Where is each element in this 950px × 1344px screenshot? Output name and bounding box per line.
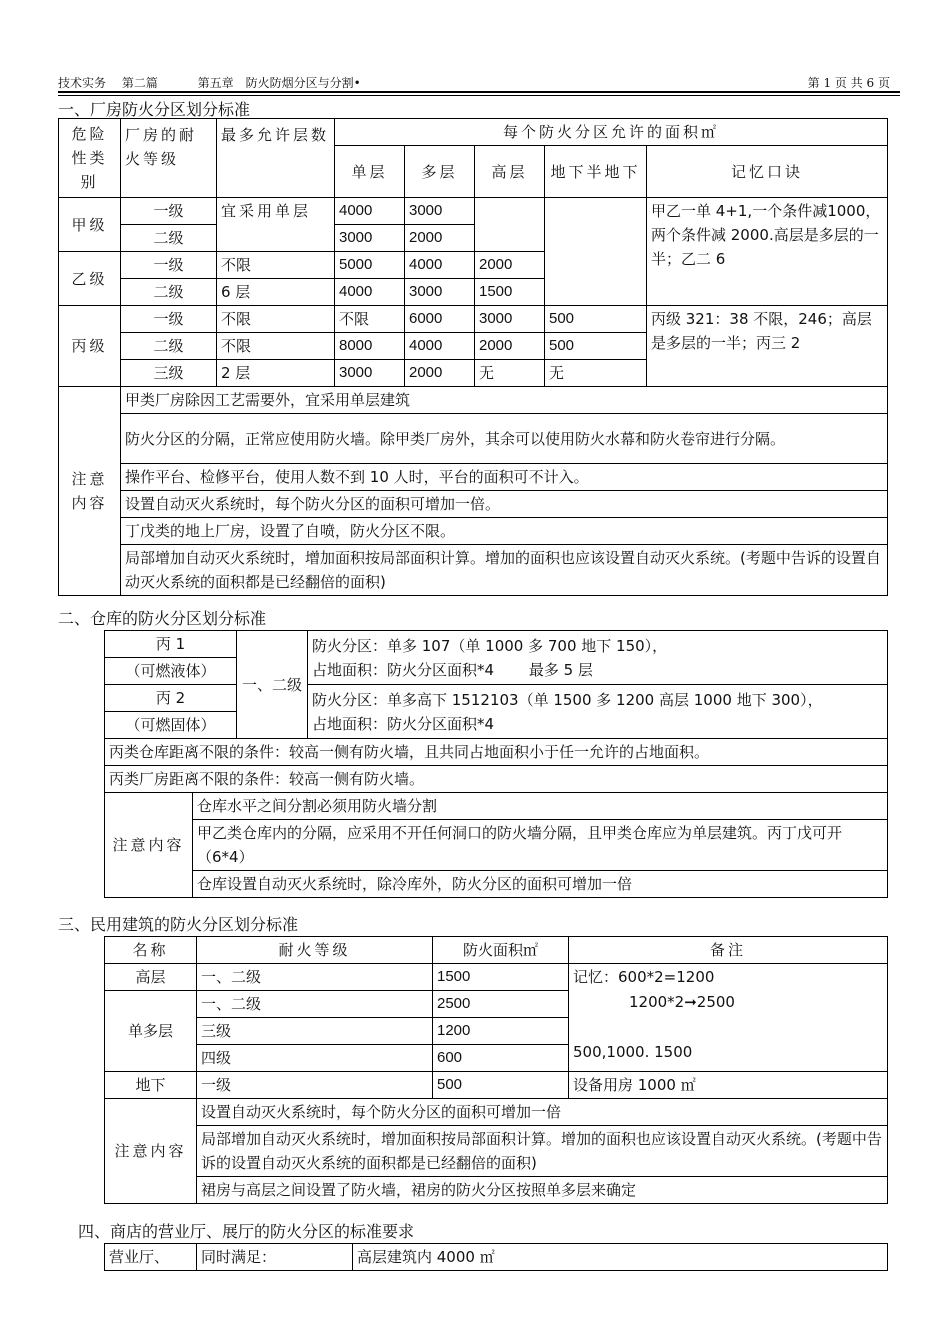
value-cell: 5000 bbox=[335, 252, 405, 279]
value-cell: 无 bbox=[545, 360, 647, 387]
page-header bbox=[58, 70, 890, 90]
note-row: 防火分区的分隔，正常应使用防火墙。除甲类厂房外，其余可以使用防火水幕和防火卷帘进行分隔。 bbox=[121, 414, 888, 464]
value-cell: 2000 bbox=[405, 225, 475, 252]
b2-desc bbox=[308, 685, 888, 739]
b1-desc bbox=[308, 631, 888, 685]
notes-label: 注意内容 bbox=[59, 387, 121, 596]
value-cell: 不限 bbox=[335, 306, 405, 333]
value-cell: 6000 bbox=[405, 306, 475, 333]
value-cell: 500 bbox=[545, 306, 647, 333]
th-grade: 耐火等级 bbox=[197, 937, 433, 964]
area-cell: 1500 bbox=[433, 964, 569, 991]
grade-cell: 一级 bbox=[121, 198, 217, 225]
th-area: 每个防火分区允许的面积㎡ bbox=[335, 119, 888, 146]
grade-cell: 三级 bbox=[121, 360, 217, 387]
note-row: 仓库设置自动灭火系统时，除冷库外，防火分区的面积可增加一倍 bbox=[193, 871, 888, 898]
remark-cell: 设备用房 1000 ㎡ bbox=[569, 1072, 888, 1099]
floors-cell: 不限 bbox=[217, 333, 335, 360]
section-title-1: 一、厂房防火分区划分标准 bbox=[58, 100, 251, 119]
floors-cell: 2 层 bbox=[217, 360, 335, 387]
b2-line1: 防火分区：单多高下 1512103（单 1500 多 1200 高层 1000 地下 300）， bbox=[312, 690, 823, 709]
warehouse-table bbox=[104, 630, 888, 898]
value-cell: 2000 bbox=[475, 252, 545, 279]
memo-cell: 丙级 321：38 不限，246；高层是多层的一半；丙三 2 bbox=[647, 306, 888, 387]
notes-label: 注意内容 bbox=[105, 793, 193, 898]
header-title: 技术实务 第二篇 第五章 防火防烟分区与分割• bbox=[58, 76, 361, 90]
floors-cell: 6 层 bbox=[217, 279, 335, 306]
value-cell bbox=[545, 198, 647, 306]
grade-cell: 二级 bbox=[121, 279, 217, 306]
b1-title: 丙 1 bbox=[105, 631, 237, 658]
b2-sub: （可燃固体） bbox=[105, 712, 237, 739]
factory-table bbox=[58, 118, 888, 596]
grade-cell: 三级 bbox=[197, 1018, 433, 1045]
condition-cell: 同时满足： bbox=[197, 1244, 353, 1271]
value-cell: 3000 bbox=[335, 225, 405, 252]
memo-line: 记忆：600*2=1200 bbox=[573, 968, 715, 986]
grade-cell: 一级 bbox=[197, 1072, 433, 1099]
value-cell: 8000 bbox=[335, 333, 405, 360]
b1-sub: （可燃液体） bbox=[105, 658, 237, 685]
th-remark: 备注 bbox=[569, 937, 888, 964]
hazard-yi: 乙级 bbox=[59, 252, 121, 306]
value-cell: 2000 bbox=[405, 360, 475, 387]
note-row: 仓库水平之间分割必须用防火墙分割 bbox=[193, 793, 888, 820]
value-cell: 1500 bbox=[475, 279, 545, 306]
value-cell bbox=[475, 198, 545, 252]
row-factory-distance: 丙类厂房距离不限的条件：较高一侧有防火墙。 bbox=[105, 766, 888, 793]
header-rule bbox=[58, 91, 900, 93]
grade-cell: 四级 bbox=[197, 1045, 433, 1072]
area-cell: 500 bbox=[433, 1072, 569, 1099]
value-cell: 4000 bbox=[405, 333, 475, 360]
memo-cell: 甲乙一单 4+1,一个条件减1000，两个条件减 2000.高层是多层的一半；乙二 6 bbox=[647, 198, 888, 306]
th-floors: 最多允许层数 bbox=[217, 119, 335, 198]
section-title-3: 三、民用建筑的防火分区划分标准 bbox=[58, 915, 299, 934]
th-high: 高层 bbox=[475, 146, 545, 198]
note-row: 局部增加自动灭火系统时，增加面积按局部面积计算。增加的面积也应该设置自动灭火系统。(考题中告诉的设置自动灭火系统的面积都是已经翻倍的面积) bbox=[121, 545, 888, 596]
value-cell: 3000 bbox=[335, 360, 405, 387]
note-row: 丁戊类的地上厂房，设置了自喷，防火分区不限。 bbox=[121, 518, 888, 545]
th-area: 防火面积㎡ bbox=[433, 937, 569, 964]
b1-line2: 占地面积：防火分区面积*4 最多 5 层 bbox=[312, 660, 593, 679]
memo-line: 1200*2➞2500 bbox=[629, 993, 735, 1011]
b2-line2: 占地面积：防火分区面积*4 bbox=[312, 714, 495, 733]
memo-cell bbox=[569, 964, 888, 1072]
value-cell: 无 bbox=[475, 360, 545, 387]
value-cell: 3000 bbox=[475, 306, 545, 333]
floors-cell: 不限 bbox=[217, 306, 335, 333]
note-row: 设置自动灭火系统时，每个防火分区的面积可增加一倍 bbox=[197, 1099, 888, 1126]
note-row: 局部增加自动灭火系统时，增加面积按局部面积计算。增加的面积也应该设置自动灭火系统。(考题中告诉的设置自动灭火系统的面积都是已经翻倍的面积) bbox=[197, 1126, 888, 1177]
type-underground: 地下 bbox=[105, 1072, 197, 1099]
row-warehouse-distance: 丙类仓库距离不限的条件：较高一侧有防火墙，且共同占地面积小于任一允许的占地面积。 bbox=[105, 739, 888, 766]
grade-cell: 一、二级 bbox=[197, 964, 433, 991]
grade-cell: 二级 bbox=[121, 333, 217, 360]
value-cell: 4000 bbox=[335, 198, 405, 225]
section-title-2: 二、仓库的防火分区划分标准 bbox=[58, 609, 267, 628]
value-cell: 4000 bbox=[335, 279, 405, 306]
th-single: 单层 bbox=[335, 146, 405, 198]
th-memo: 记忆口诀 bbox=[647, 146, 888, 198]
memo-line: 500,1000. 1500 bbox=[573, 1043, 693, 1061]
type-low: 单多层 bbox=[105, 991, 197, 1072]
note-row: 裙房与高层之间设置了防火墙，裙房的防火分区按照单多层来确定 bbox=[197, 1177, 888, 1204]
type-high: 高层 bbox=[105, 964, 197, 991]
note-row: 甲类厂房除因工艺需要外，宜采用单层建筑 bbox=[121, 387, 888, 414]
area-cell: 1200 bbox=[433, 1018, 569, 1045]
area-cell: 2500 bbox=[433, 991, 569, 1018]
notes-label: 注意内容 bbox=[105, 1099, 197, 1204]
b1-line1: 防火分区：单多 107（单 1000 多 700 地下 150）， bbox=[312, 636, 668, 655]
value-cell: 2000 bbox=[475, 333, 545, 360]
header-rule-thin bbox=[58, 95, 900, 96]
note-row: 设置自动灭火系统时，每个防火分区的面积可增加一倍。 bbox=[121, 491, 888, 518]
grade-cell: 一级 bbox=[121, 306, 217, 333]
shop-table bbox=[104, 1243, 888, 1271]
civil-table bbox=[104, 936, 888, 1204]
value-cell: 3000 bbox=[405, 279, 475, 306]
value-cell: 高层建筑内 4000 ㎡ bbox=[353, 1244, 888, 1271]
th-multi: 多层 bbox=[405, 146, 475, 198]
hazard-jia: 甲级 bbox=[59, 198, 121, 252]
th-grade: 厂房的耐火等级 bbox=[121, 119, 217, 198]
b2-title: 丙 2 bbox=[105, 685, 237, 712]
page-number: 第 1 页 共 6 页 bbox=[807, 76, 890, 90]
grade-cell: 一、二级 bbox=[197, 991, 433, 1018]
hazard-bing: 丙级 bbox=[59, 306, 121, 387]
th-hazard: 危险性类别 bbox=[59, 119, 121, 198]
note-row: 甲乙类仓库内的分隔，应采用不开任何洞口的防火墙分隔，且甲类仓库应为单层建筑。丙丁戊可开（6*4） bbox=[193, 820, 888, 871]
area-cell: 600 bbox=[433, 1045, 569, 1072]
value-cell: 3000 bbox=[405, 198, 475, 225]
grade-cell: 一级 bbox=[121, 252, 217, 279]
th-basement: 地下半地下 bbox=[545, 146, 647, 198]
value-cell: 500 bbox=[545, 333, 647, 360]
grade-cell: 一、二级 bbox=[237, 631, 308, 739]
shop-cell: 营业厅、 bbox=[105, 1244, 197, 1271]
section-title-4: 四、商店的营业厅、展厅的防火分区的标准要求 bbox=[78, 1222, 415, 1241]
note-row: 操作平台、检修平台，使用人数不到 10 人时，平台的面积可不计入。 bbox=[121, 464, 888, 491]
grade-cell: 二级 bbox=[121, 225, 217, 252]
value-cell: 4000 bbox=[405, 252, 475, 279]
th-name: 名称 bbox=[105, 937, 197, 964]
floors-cell: 宜采用单层 bbox=[217, 198, 335, 252]
floors-cell: 不限 bbox=[217, 252, 335, 279]
